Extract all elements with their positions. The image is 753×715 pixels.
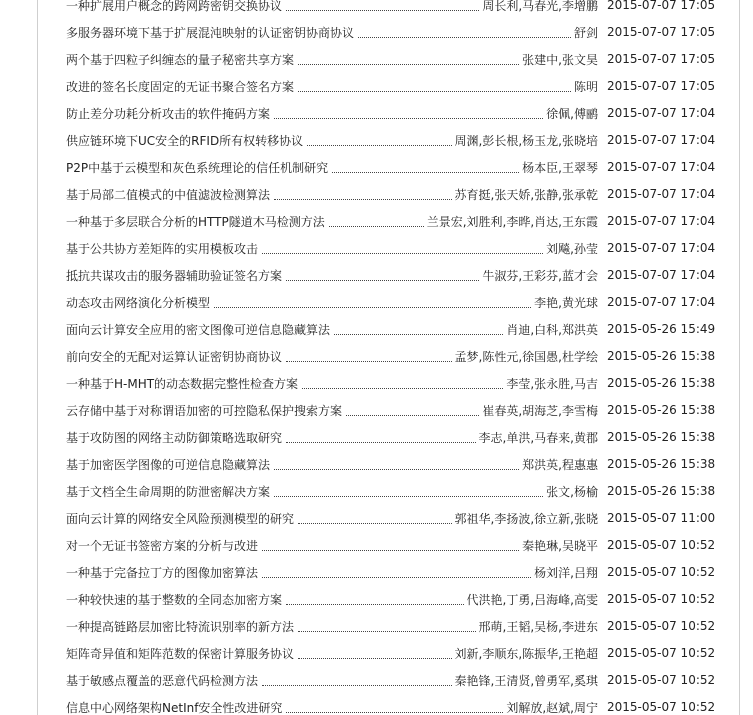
list-item-main xyxy=(66,52,598,68)
article-authors: 崔春英,胡海芝,李雪梅 xyxy=(482,404,598,418)
article-title-link[interactable]: 面向云计算安全应用的密文图像可逆信息隐藏算法 xyxy=(66,323,331,337)
list-item xyxy=(0,46,753,73)
article-title-link[interactable]: 一种较快速的基于整数的全同态加密方案 xyxy=(66,593,283,607)
article-title-link[interactable]: 基于敏感点覆盖的恶意代码检测方法 xyxy=(66,674,259,688)
article-authors: 舒剑 xyxy=(573,26,598,40)
list-item xyxy=(0,559,753,586)
article-date: 2015-05-07 10:52 xyxy=(607,592,716,606)
article-date: 2015-07-07 17:04 xyxy=(607,295,716,309)
list-item xyxy=(0,289,753,316)
article-date: 2015-05-26 15:38 xyxy=(607,484,716,498)
list-item-main xyxy=(66,619,598,635)
list-item xyxy=(0,424,753,451)
list-item-main xyxy=(66,457,598,473)
dotted-leader xyxy=(286,9,479,11)
dotted-leader xyxy=(262,576,531,578)
article-title-link[interactable]: P2P中基于云模型和灰色系统理论的信任机制研究 xyxy=(66,161,329,175)
article-title-link[interactable]: 一种基于多层联合分析的HTTP隧道木马检测方法 xyxy=(66,215,325,229)
article-authors: 张建中,张文昊 xyxy=(522,53,598,67)
dotted-leader xyxy=(286,360,452,362)
article-authors: 郭祖华,李扬波,徐立新,张晓 xyxy=(454,512,598,526)
list-item-main xyxy=(66,160,598,176)
dotted-leader xyxy=(274,117,543,119)
list-item-main xyxy=(66,673,598,689)
list-item xyxy=(0,451,753,478)
list-item-main xyxy=(66,322,598,338)
dotted-leader xyxy=(262,684,452,686)
dotted-leader xyxy=(358,36,571,38)
dotted-leader xyxy=(298,90,571,92)
article-authors: 陈明 xyxy=(573,80,598,94)
article-title-link[interactable]: 两个基于四粒子纠缠态的量子秘密共享方案 xyxy=(66,53,295,67)
article-title-link[interactable]: 对一个无证书签密方案的分析与改进 xyxy=(66,539,259,553)
article-authors: 兰景宏,刘胜利,李晔,肖达,王东霞 xyxy=(426,215,598,229)
article-title-link[interactable]: 防止差分功耗分析攻击的软件掩码方案 xyxy=(66,107,271,121)
list-item-main xyxy=(66,592,598,608)
article-date: 2015-07-07 17:04 xyxy=(607,160,716,174)
list-item-main xyxy=(66,133,598,149)
article-date: 2015-07-07 17:04 xyxy=(607,133,716,147)
dotted-leader xyxy=(302,387,503,389)
article-authors: 秦艳琳,吴晓平 xyxy=(522,539,598,553)
article-date: 2015-05-26 15:38 xyxy=(607,430,716,444)
article-authors: 肖迪,白科,郑洪英 xyxy=(506,323,598,337)
article-authors: 刘新,李顺东,陈振华,王艳超 xyxy=(454,647,598,661)
article-authors: 代洪艳,丁勇,吕海峰,高雯 xyxy=(466,593,598,607)
article-authors: 周渊,彭长根,杨玉龙,张晓培 xyxy=(454,134,598,148)
dotted-leader xyxy=(329,225,424,227)
list-item-main xyxy=(66,0,598,14)
article-title-link[interactable]: 一种提高链路层加密比特流识别率的新方法 xyxy=(66,620,295,634)
list-item xyxy=(0,154,753,181)
article-authors: 杨本臣,王翠琴 xyxy=(522,161,598,175)
list-item xyxy=(0,586,753,613)
list-item xyxy=(0,397,753,424)
list-item-main xyxy=(66,538,598,554)
article-authors: 徐佩,傅鹂 xyxy=(546,107,598,121)
list-item-main xyxy=(66,268,598,284)
article-date: 2015-05-26 15:49 xyxy=(607,322,716,336)
article-date: 2015-07-07 17:04 xyxy=(607,241,716,255)
list-item xyxy=(0,370,753,397)
list-item-main xyxy=(66,187,598,203)
list-item-main xyxy=(66,484,598,500)
list-item xyxy=(0,73,753,100)
article-title-link[interactable]: 基于加密医学图像的可逆信息隐藏算法 xyxy=(66,458,271,472)
article-date: 2015-05-26 15:38 xyxy=(607,376,716,390)
dotted-leader xyxy=(262,549,519,551)
article-date: 2015-05-26 15:38 xyxy=(607,403,716,417)
list-item-main xyxy=(66,295,598,311)
dotted-leader xyxy=(346,414,479,416)
list-item xyxy=(0,694,753,715)
article-date: 2015-07-07 17:05 xyxy=(607,52,716,66)
list-item-main xyxy=(66,25,598,41)
list-item-main xyxy=(66,700,598,715)
article-date: 2015-05-07 10:52 xyxy=(607,538,716,552)
list-item xyxy=(0,208,753,235)
article-title-link[interactable]: 改进的签名长度固定的无证书聚合签名方案 xyxy=(66,80,295,94)
dotted-leader xyxy=(298,63,519,65)
article-authors: 杨刘洋,吕翔 xyxy=(534,566,598,580)
article-authors: 秦艳锋,王清贤,曾勇军,奚琪 xyxy=(454,674,598,688)
article-title-link[interactable]: 基于公共协方差矩阵的实用模板攻击 xyxy=(66,242,259,256)
article-date: 2015-07-07 17:05 xyxy=(607,79,716,93)
dotted-leader xyxy=(274,468,519,470)
article-title-link[interactable]: 面向云计算的网络安全风险预测模型的研究 xyxy=(66,512,295,526)
dotted-leader xyxy=(307,144,451,146)
list-item-main xyxy=(66,430,598,446)
list-item xyxy=(0,667,753,694)
article-title-link[interactable]: 抵抗共谋攻击的服务器辅助验证签名方案 xyxy=(66,269,283,283)
list-item xyxy=(0,100,753,127)
list-item xyxy=(0,316,753,343)
article-date: 2015-07-07 17:04 xyxy=(607,106,716,120)
dotted-leader xyxy=(274,495,543,497)
list-item-main xyxy=(66,79,598,95)
article-title-link[interactable]: 信息中心网络架构NetInf安全性改进研究 xyxy=(66,701,283,715)
dotted-leader xyxy=(286,279,479,281)
article-date: 2015-07-07 17:05 xyxy=(607,0,716,12)
dotted-leader xyxy=(334,333,503,335)
article-date: 2015-07-07 17:05 xyxy=(607,25,716,39)
article-date: 2015-05-07 11:00 xyxy=(607,511,716,525)
dotted-leader xyxy=(274,198,452,200)
article-authors: 牛淑芬,王彩芬,蓝才会 xyxy=(482,269,598,283)
article-authors: 张文,杨榆 xyxy=(546,485,598,499)
article-date: 2015-07-07 17:04 xyxy=(607,214,716,228)
list-item-main xyxy=(66,241,598,257)
list-item xyxy=(0,262,753,289)
article-date: 2015-05-07 10:52 xyxy=(607,565,716,579)
article-date: 2015-05-07 10:52 xyxy=(607,700,716,714)
article-date: 2015-05-26 15:38 xyxy=(607,349,716,363)
dotted-leader xyxy=(262,252,543,254)
article-authors: 孟梦,陈性元,徐国愚,杜学绘 xyxy=(454,350,598,364)
article-authors: 苏育挺,张天娇,张静,张承乾 xyxy=(454,188,598,202)
article-title-link[interactable]: 基于局部二值模式的中值滤波检测算法 xyxy=(66,188,271,202)
dotted-leader xyxy=(332,171,519,173)
article-title-link[interactable]: 基于攻防图的网络主动防御策略选取研究 xyxy=(66,431,283,445)
list-item xyxy=(0,19,753,46)
article-title-link[interactable]: 基于文档全生命周期的防泄密解决方案 xyxy=(66,485,271,499)
article-authors: 李莹,张永胜,马吉 xyxy=(506,377,598,391)
list-item-main xyxy=(66,511,598,527)
article-title-link[interactable]: 多服务器环境下基于扩展混沌映射的认证密钥协商协议 xyxy=(66,26,355,40)
list-item-main xyxy=(66,214,598,230)
list-item-main xyxy=(66,403,598,419)
article-title-link[interactable]: 供应链环境下UC安全的RFID所有权转移协议 xyxy=(66,134,304,148)
article-authors: 邢萌,王韬,吴杨,李进东 xyxy=(478,620,598,634)
dotted-leader xyxy=(286,441,476,443)
list-item xyxy=(0,0,753,19)
article-title-link[interactable]: 前向安全的无配对运算认证密钥协商协议 xyxy=(66,350,283,364)
list-item-main xyxy=(66,106,598,122)
article-date: 2015-05-07 10:52 xyxy=(607,646,716,660)
list-item xyxy=(0,478,753,505)
article-authors: 李艳,黄光球 xyxy=(534,296,598,310)
list-item xyxy=(0,640,753,667)
list-item-main xyxy=(66,565,598,581)
dotted-leader xyxy=(214,306,531,308)
dotted-leader xyxy=(298,522,452,524)
article-title-link[interactable]: 一种基于完备拉丁方的图像加密算法 xyxy=(66,566,259,580)
article-date: 2015-05-07 10:52 xyxy=(607,673,716,687)
list-item xyxy=(0,127,753,154)
article-title-link[interactable]: 一种基于H-MHT的动态数据完整性检查方案 xyxy=(66,377,299,391)
list-item-main xyxy=(66,646,598,662)
article-title-link[interactable]: 云存储中基于对称谓语加密的可控隐私保护搜索方案 xyxy=(66,404,343,418)
list-item xyxy=(0,505,753,532)
list-item xyxy=(0,613,753,640)
list-item xyxy=(0,532,753,559)
article-authors: 李志,单洪,马春来,黄郡 xyxy=(478,431,598,445)
article-authors: 郑洪英,程惠惠 xyxy=(522,458,598,472)
dotted-leader xyxy=(286,603,464,605)
article-date: 2015-05-07 10:52 xyxy=(607,619,716,633)
article-authors: 周长利,马春光,李增鹏 xyxy=(482,0,598,13)
dotted-leader xyxy=(298,630,476,632)
article-date: 2015-07-07 17:04 xyxy=(607,187,716,201)
list-item-main xyxy=(66,376,598,392)
article-title-link[interactable]: 矩阵奇异值和矩阵范数的保密计算服务协议 xyxy=(66,647,295,661)
article-date: 2015-05-26 15:38 xyxy=(607,457,716,471)
article-authors: 刘解放,赵斌,周宁 xyxy=(506,701,598,715)
list-item-main xyxy=(66,349,598,365)
dotted-leader xyxy=(286,711,503,713)
article-date: 2015-07-07 17:04 xyxy=(607,268,716,282)
list-item xyxy=(0,343,753,370)
article-authors: 刘飚,孙莹 xyxy=(546,242,598,256)
article-title-link[interactable]: 动态攻击网络演化分析模型 xyxy=(66,296,211,310)
list-item xyxy=(0,235,753,262)
dotted-leader xyxy=(298,657,452,659)
list-item xyxy=(0,181,753,208)
article-title-link[interactable]: 一种扩展用户概念的跨网跨密钥交换协议 xyxy=(66,0,283,13)
